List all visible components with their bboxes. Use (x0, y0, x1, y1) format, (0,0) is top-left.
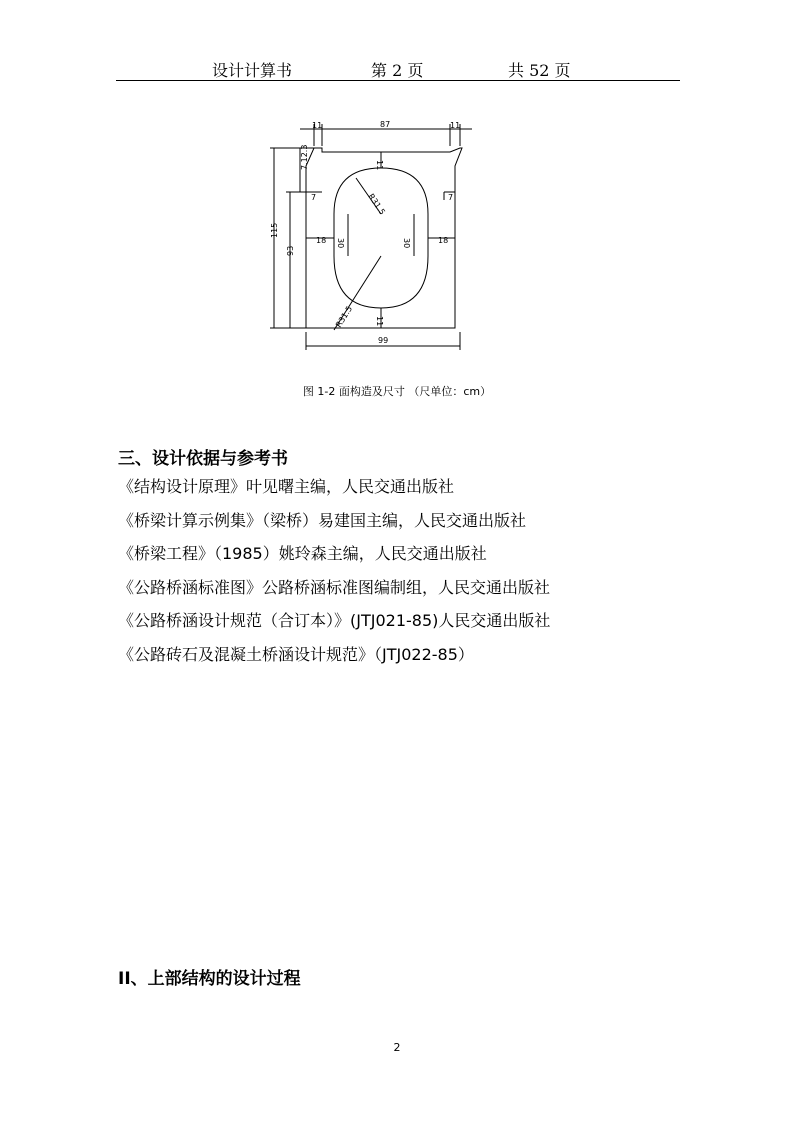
dim-top-thick: 11 (375, 160, 384, 171)
dim-step-left: 7 (311, 193, 317, 202)
dim-radius-top: R31.5 (366, 192, 387, 217)
header-rule (116, 80, 680, 81)
header-doc-title: 设计计算书 (212, 61, 293, 80)
dim-height-body: 93 (286, 245, 295, 256)
dim-top-right: 11 (450, 121, 461, 130)
reference-item: 《公路桥涵标准图》公路桥涵标准图编制组，人民交通出版社 (118, 577, 551, 597)
cross-section-figure (262, 116, 482, 356)
header-page-label: 第 2 页 (371, 61, 424, 80)
dim-straight-right: 30 (402, 238, 411, 249)
reference-item: 《公路桥涵设计规范（合订本）》(JTJ021-85)人民交通出版社 (118, 611, 551, 630)
references-heading: 三、设计依据与参考书 (118, 449, 288, 469)
dim-top-mid: 87 (380, 120, 391, 129)
reference-item: 《结构设计原理》叶见曙主编，人民交通出版社 (118, 477, 455, 496)
reference-item: 《公路砖石及混凝土桥涵设计规范》（JTJ022-85） (118, 644, 474, 664)
reference-item: 《桥梁工程》（1985）姚玲森主编，人民交通出版社 (118, 544, 487, 563)
header-total-label: 共 52 页 (508, 61, 571, 80)
dim-side-right: 18 (438, 236, 449, 245)
figure-caption: 图 1-2 面构造及尺寸 （尺单位：cm） (302, 385, 492, 398)
page-header (0, 58, 794, 80)
footer-page-number: 2 (393, 1041, 401, 1054)
part2-heading: II、上部结构的设计过程 (118, 969, 301, 989)
dim-radius-bottom: R31.5 (334, 304, 355, 330)
references-list (118, 476, 698, 677)
dim-top-left: 11 (312, 121, 323, 130)
dim-bottom-thick: 11 (375, 316, 384, 327)
dim-step-right: 7 (448, 193, 454, 202)
reference-item: 《桥梁计算示例集》（梁桥）易建国主编，人民交通出版社 (118, 510, 527, 530)
dim-height-total: 115 (270, 222, 279, 238)
dim-side-left: 18 (316, 236, 327, 245)
cross-section-drawing (262, 116, 482, 356)
dim-straight-left: 30 (336, 238, 345, 249)
dim-left-stack: 7.12.3 (300, 144, 309, 170)
dim-width-bottom: 99 (378, 336, 389, 345)
